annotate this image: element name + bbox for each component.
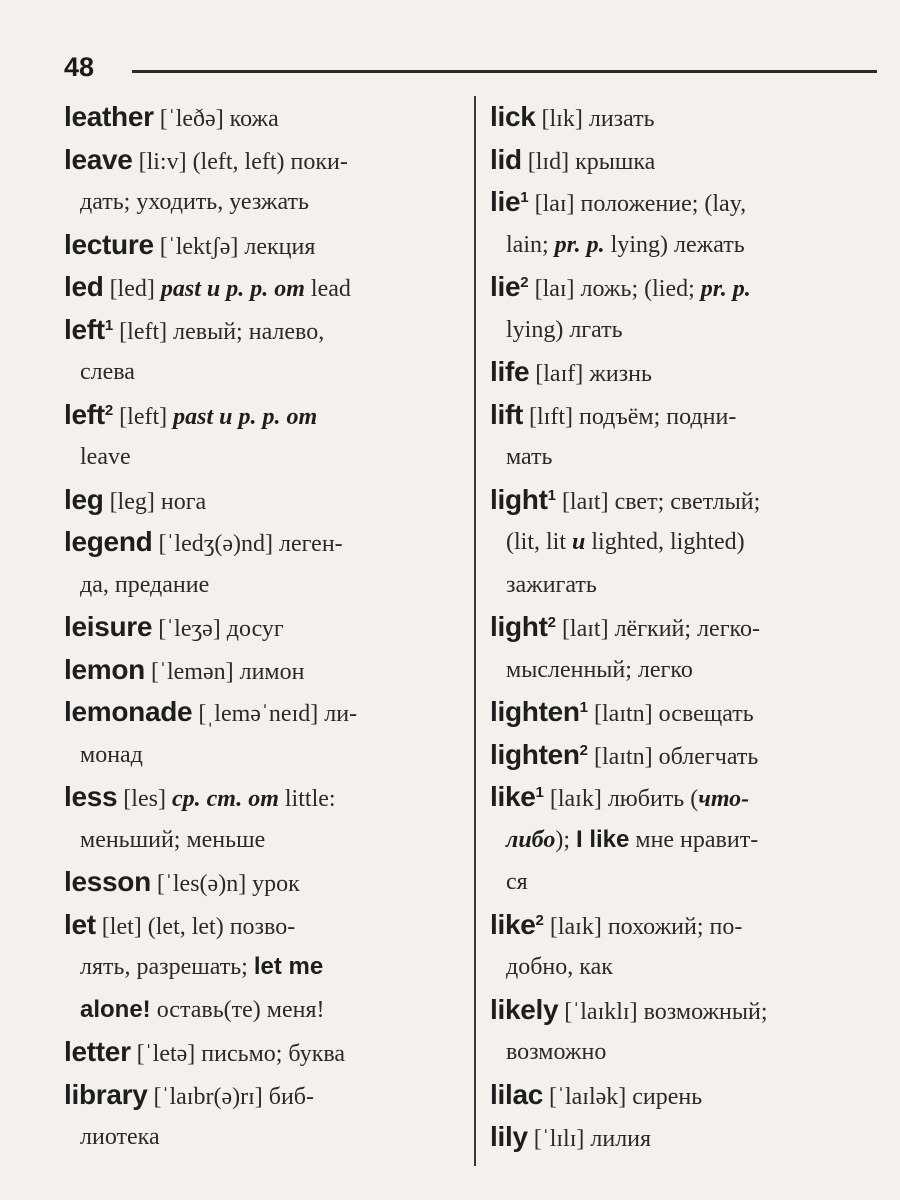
entry-text: [laɪk] похожий; по- (543, 913, 743, 940)
grammar-note: pr. p. (700, 276, 751, 302)
entry-text: возможно (506, 1039, 607, 1065)
entry-text: lain; (506, 231, 555, 258)
entry-text: [ˈlektʃə] лекция (153, 233, 316, 260)
entry-text: lying) лгать (506, 316, 623, 343)
entry-text: оставь(те) меня! (150, 996, 325, 1023)
entry-text: lead (304, 276, 351, 302)
entry-text: [ˈledʒ(ə)nd] леген- (152, 531, 343, 557)
grammar-note: past и p. p. от (160, 276, 305, 302)
entry-text: [laɪt] лёгкий; легко- (555, 616, 760, 642)
entry-text: мать (506, 444, 553, 470)
entry-line (490, 351, 882, 394)
entry-line (490, 1074, 882, 1117)
entry-line (64, 649, 460, 692)
entry-line (490, 96, 882, 139)
entry-line (490, 479, 882, 522)
entry-text: мне нравит- (629, 826, 759, 853)
homonym-number: 1 (520, 189, 529, 206)
entry-continuation-line (490, 224, 882, 267)
bold-phrase: alone! (80, 995, 151, 1023)
entry-text: [ˈlaɪbr(ə)rɪ] биб- (147, 1083, 315, 1110)
entry-text: да, предание (80, 571, 210, 598)
entry-text: слева (80, 359, 135, 385)
headword: lily (490, 1121, 528, 1152)
entry-text: [laɪt] свет; светлый; (555, 488, 761, 515)
entry-text: leave (80, 444, 131, 470)
dictionary-column-right (490, 96, 882, 1159)
entry-continuation-line (64, 819, 460, 862)
bold-phrase: let me (253, 953, 324, 980)
entry-line (64, 394, 460, 437)
homonym-number: 2 (579, 741, 589, 759)
homonym-number: 2 (520, 274, 529, 291)
headword: lesson (64, 866, 151, 897)
entry-line (64, 266, 460, 309)
entry-text: [led] (103, 276, 161, 302)
entry-continuation-line (490, 861, 882, 904)
dictionary-column-left (64, 96, 460, 1159)
entry-text: [les] (117, 786, 172, 812)
entry-line (64, 861, 460, 904)
entry-text: [laɪ] ложь; (lied; (528, 276, 701, 302)
headword: leather (64, 101, 154, 132)
entry-line (490, 606, 882, 649)
entry-text: [let] (let, let) позво- (95, 913, 296, 940)
entry-line (490, 139, 882, 182)
entry-continuation-line (64, 181, 460, 224)
grammar-note: ср. ст. от (171, 786, 279, 812)
entry-text: добно, как (506, 954, 613, 980)
entry-line (64, 224, 460, 267)
grammar-note: что- (698, 786, 750, 812)
headword: let (64, 908, 96, 940)
entry-line (490, 904, 882, 947)
entry-text: [ˈleðə] кожа (153, 106, 279, 132)
entry-line (64, 776, 460, 819)
homonym-number: 1 (104, 316, 114, 334)
headword: letter (64, 1036, 131, 1067)
entry-text: лять, разрешать; (80, 954, 254, 980)
headword: left (64, 398, 105, 430)
entry-continuation-line (490, 521, 882, 564)
entry-continuation-line (64, 946, 460, 989)
entry-text: [left] левый; налево, (113, 318, 325, 345)
headword: led (64, 271, 104, 302)
entry-text: [lɪk] лизать (535, 106, 655, 132)
entry-text: [left] (113, 403, 174, 430)
grammar-note: pr. p. (554, 231, 605, 258)
entry-line (64, 96, 460, 139)
entry-text: [ˈles(ə)n] урок (150, 871, 300, 897)
grammar-note: и (572, 529, 586, 555)
entry-text: [lɪft] подъём; подни- (523, 403, 737, 430)
entry-line (490, 776, 882, 819)
entry-text: [ˌleməˈneɪd] ли- (192, 701, 358, 727)
entry-continuation-line (490, 1031, 882, 1074)
column-divider (474, 96, 476, 1166)
entry-continuation-line (64, 351, 460, 394)
headword: like (490, 908, 536, 940)
entry-line (64, 1074, 460, 1117)
entry-text: меньший; меньше (80, 826, 266, 853)
entry-text: lying) лежать (604, 231, 745, 258)
entry-text: [laɪk] любить ( (543, 786, 699, 812)
bold-phrase: I like (576, 825, 630, 853)
headword: leave (64, 143, 133, 175)
entry-text: ); (555, 826, 576, 853)
headword: lie (490, 271, 521, 302)
entry-line (64, 691, 460, 734)
entry-line (64, 479, 460, 522)
headword: lift (490, 398, 524, 430)
headword: like (490, 781, 536, 812)
entry-continuation-line (64, 989, 460, 1032)
headword: likely (490, 993, 559, 1025)
entry-text: дать; уходить, уезжать (80, 189, 309, 215)
headword: lemon (64, 653, 145, 685)
entry-line (490, 691, 882, 734)
headword: lemonade (64, 696, 193, 727)
headword: lick (490, 101, 536, 132)
entry-line (490, 266, 882, 309)
entry-continuation-line (490, 946, 882, 989)
entry-continuation-line (64, 564, 460, 607)
entry-text: little: (278, 786, 336, 812)
entry-line (64, 309, 460, 352)
grammar-note: past и p. p. от (173, 403, 318, 430)
entry-text: [ˈlemən] лимон (144, 658, 305, 685)
headword: leisure (64, 611, 153, 642)
entry-continuation-line (490, 436, 882, 479)
headword: light (490, 611, 548, 642)
entry-continuation-line (64, 734, 460, 777)
entry-text: [ˈlaɪklɪ] возможный; (558, 998, 768, 1025)
entry-line (490, 734, 882, 777)
homonym-number: 2 (547, 614, 556, 631)
entry-text: мысленный; легко (506, 656, 693, 683)
entry-continuation-line (490, 564, 882, 607)
entry-text: [lɪd] крышка (521, 148, 656, 175)
entry-line (490, 181, 882, 224)
entry-line (64, 1031, 460, 1074)
homonym-number: 2 (535, 911, 544, 929)
homonym-number: 1 (535, 784, 544, 801)
entry-text: [laɪtn] облегчать (588, 743, 759, 770)
entry-continuation-line (490, 819, 882, 862)
entry-text: [li:v] (left, left) поки- (132, 148, 348, 175)
entry-line (64, 606, 460, 649)
entry-text: монад (80, 741, 143, 768)
headword: leg (64, 483, 104, 515)
entry-text: [leg] нога (103, 488, 207, 515)
entry-text: [ˈletə] письмо; буква (130, 1041, 346, 1067)
entry-line (490, 1116, 882, 1159)
entry-line (64, 139, 460, 182)
headword: lilac (490, 1078, 543, 1110)
headword: legend (64, 526, 153, 557)
entry-text: lighted, lighted) (585, 529, 745, 555)
entry-text: ся (506, 869, 528, 895)
headword: lie (490, 186, 521, 217)
entry-text: лиотека (80, 1124, 160, 1150)
homonym-number: 1 (547, 486, 556, 504)
entry-text: [laɪ] положение; (lay, (528, 191, 747, 217)
headword: left (64, 313, 105, 345)
entry-line (64, 521, 460, 564)
entry-text: [ˈleʒə] досуг (152, 616, 284, 642)
headword: lecture (64, 228, 154, 260)
headword: lighten (490, 696, 580, 727)
homonym-number: 1 (579, 699, 589, 716)
entry-line (490, 394, 882, 437)
entry-text: зажигать (506, 571, 597, 598)
entry-text: [laɪtn] освещать (588, 701, 754, 727)
entry-continuation-line (490, 309, 882, 352)
grammar-note: либо (506, 826, 556, 853)
entry-continuation-line (490, 649, 882, 692)
entry-continuation-line (64, 436, 460, 479)
entry-line (490, 989, 882, 1032)
header-rule (132, 70, 877, 73)
entry-line (64, 904, 460, 947)
page-number: 48 (64, 52, 95, 82)
headword: library (64, 1078, 148, 1110)
homonym-number: 2 (104, 401, 114, 419)
headword: less (64, 781, 118, 812)
headword: lid (490, 143, 522, 175)
headword: light (490, 483, 548, 515)
entry-text: [ˈlɪlɪ] лилия (527, 1126, 652, 1152)
entry-text: (lit, lit (506, 529, 572, 555)
headword: lighten (490, 738, 580, 770)
headword: life (490, 356, 530, 387)
entry-text: [laɪf] жизнь (529, 361, 652, 387)
entry-continuation-line (64, 1116, 460, 1159)
entry-text: [ˈlaɪlək] сирень (542, 1083, 703, 1110)
